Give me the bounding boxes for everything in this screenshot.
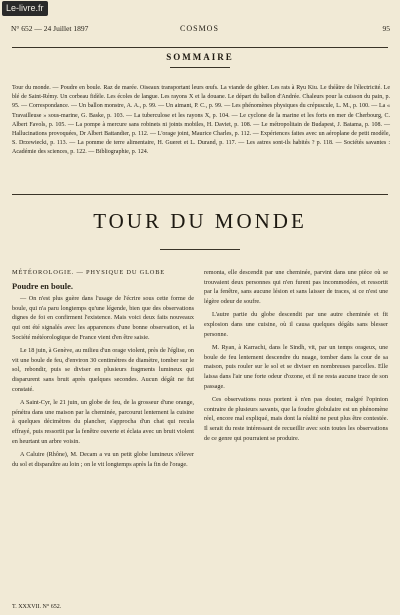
header-rule	[12, 47, 388, 48]
paragraph: A Saint-Cyr, le 21 juin, un globe de feu, de la grosseur d'une orange, pénétra dans une maison par la cheminée, parcourut lentement la cuisine à quelques décimètres du plancher, s'approcha d'un chat qui recula effrayé, puis ressortit par la fenêtre ouverte et éclata avec un bruit violent en heurtant un arbre voisin.	[12, 399, 194, 445]
footer-signature: T. XXXVII. N° 652.	[12, 604, 62, 610]
seller-label: Le-livre.fr	[2, 1, 48, 16]
rubric: MÉTÉOROLOGIE. — PHYSIQUE DU GLOBE	[12, 269, 165, 276]
issue-number-date: N° 652 — 24 Juillet 1897	[11, 24, 89, 33]
paragraph: — On n'est plus guère dans l'usage de l'écrire sous cette forme de boule, qui n'a paru longtemps qu'une légende, bien que des observations dignes de foi en confirment l'existence. Mais voici deux faits nouveaux qui ont été signalés avec les apparences d'une bonne observation, et la Société météorologique de France vient d'en être saisie.	[12, 295, 194, 341]
right-column	[204, 268, 388, 447]
paragraph: A Caluire (Rhône), M. Decam a vu un petit globe lumineux s'élever du sol et disparaître au loin ; on le vit longtemps après la fin de l'orage.	[12, 451, 194, 468]
article-subhead: Poudre en boule.	[12, 280, 74, 291]
summary-block	[12, 84, 390, 158]
left-column	[12, 268, 194, 473]
paragraph: L'autre partie du globe descendit par une autre cheminée et fit explosion dans une cuisine, où il causa quelques dégâts sans blesser personne.	[204, 311, 388, 338]
paragraph: Ces observations nous portent à n'en pas douter, malgré l'opinion contraire de plusieurs savants, que la foudre globulaire est un phénomène réel, encore mal expliqué, mais dont la réalité ne peut plus être contestée. Il serait du reste intéressant de recueillir avec soin toutes les observations de ce genre qui pourraient se produire.	[204, 396, 388, 442]
title-rule	[160, 249, 240, 250]
page-number: 95	[382, 24, 390, 33]
sommaire-heading: SOMMAIRE	[166, 52, 234, 62]
summary-bottom-rule	[12, 194, 388, 195]
paragraph: remonta, elle descendit par une cheminée, parvint dans une pièce où se trouvaient deux personnes qui n'en furent pas incommodées, et ressortit par la fenêtre, sans aucune lésion et sans laisser de traces, si ce n'est une légère odeur de soufre.	[204, 269, 388, 305]
section-title: TOUR DU MONDE	[93, 209, 307, 233]
journal-name: COSMOS	[180, 24, 219, 33]
paragraph: Le 18 juin, à Genève, au milieu d'un orage violent, près de l'église, on vit une boule de feu, d'environ 30 centimètres de diamètre, tomber sur le sol, rebondir, puis se diviser en plusieurs fragments lumineux qui disparurent sans bruit après quelques secondes. Aucun dégât ne fut constaté.	[12, 347, 194, 393]
summary-paragraph: Tour du monde. — Poudre en boule. Raz de marée. Oiseaux transportant leurs œufs. La viande de gibier. Les rats à Ryu Kiu. Le théâtre de l'électricité. Le blé de Saint-Rémy. Un corbeau fidèle. Les écoles de langue. Les rayons X et la douane. Le départ du ballon d'Andrée. Chaleurs pour la cuisson du pain, p. 95. — Correspondance. — Un ballon monstre, A. A., p. 99. — Un aimant, P. C., p. 99. — Les phénomènes physiques du crépuscule, L. M., p. 100. — La « Travailleuse » sous-marine, G. Baske, p. 103. — La tuberculose et les rayons X, p. 104. — Le cyclone de la marine et les forts en mer de Cherbourg, C. Albert Favols, p. 105. — La pompe à mercure sans robinets ni joints mobiles, H. Daviet, p. 108. — Le métropolitain de Budapest, J. Batama, p. 108. — Hallucinations provoquées, Dr Albert Battandier, p. 112. — L'orage joint, Maurice Charles, p. 112. — Expériences faites avec un aéroplane de petit modèle, S. Drzewiecki, p. 113. — La pomme de terre alimentaire, H. Gueret et L. Durand, p. 117. — Les astres sont-ils habités ? p. 118. — Sociétés savantes : Académie des sciences, p. 122. — Bibliographie, p. 124.	[12, 85, 390, 156]
sommaire-rule	[170, 67, 230, 68]
paragraph: M. Ryan, à Karrachi, dans le Sindh, vit, par un temps orageux, une boule de feu lentement descendre du nuage, tomber dans la cour de sa maison, puis rouler sur le sol et se diviser en nombreuses parcelles. Elle laissa dans l'air une forte odeur d'ozone, et il ne resta aucune trace de son passage.	[204, 344, 388, 390]
